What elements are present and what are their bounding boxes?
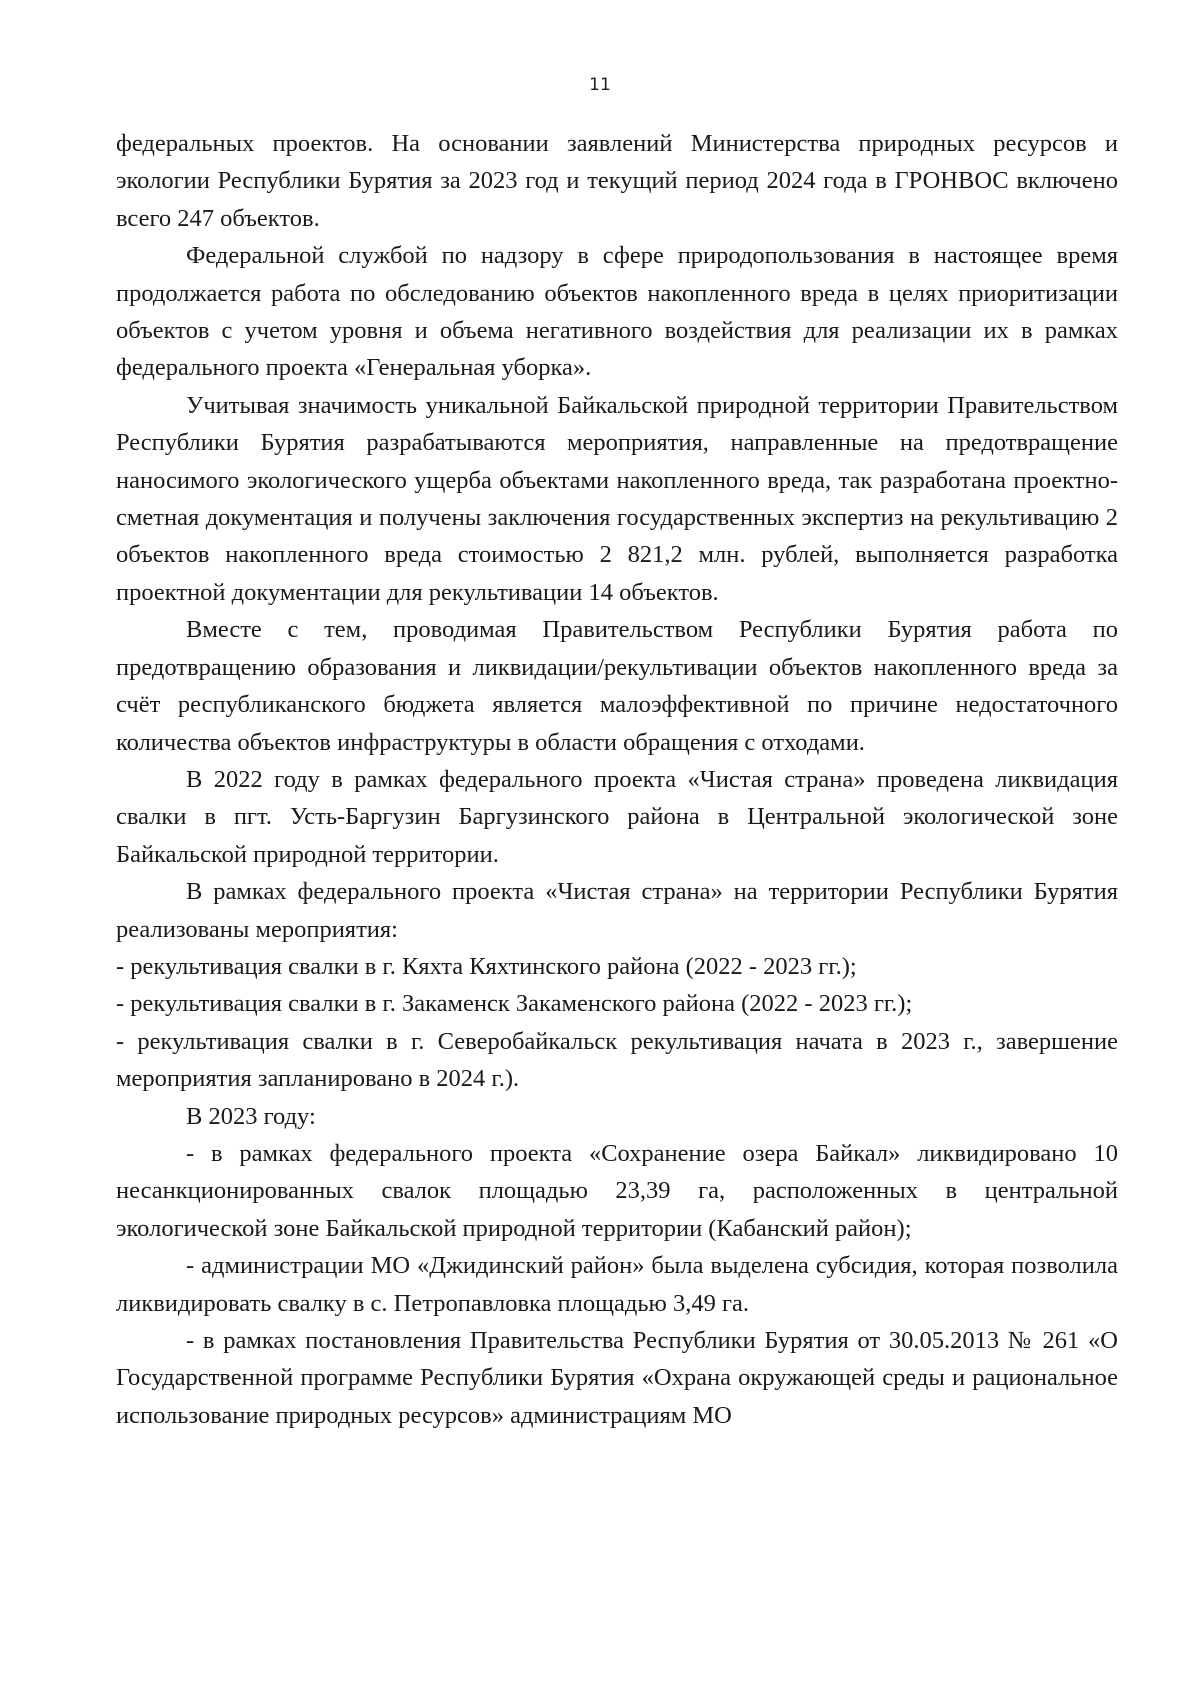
paragraph: Учитывая значимость уникальной Байкальской природной территории Правительством Республики Бурятия разрабатываются мероприятия, направленные на предотвращение наносимого экологического ущерба объектами накопленного вреда, так разработана проектно-сметная документация и получены заключения государственных экспертиз на рекультивацию 2 объектов накопленного вреда стоимостью 2 821,2 млн. рублей, выполняется разработка проектной документации для рекультивации 14 объектов. [116,391,1118,606]
paragraph: федеральных проектов. На основании заявлений Министерства природных ресурсов и экологии Республики Бурятия за 2023 год и текущий период 2024 года в ГРОНВОС включено всего 247 объектов. [116,130,1118,232]
document-body [116,125,1118,1434]
paragraph: Федеральной службой по надзору в сфере природопользования в настоящее время продолжается работа по обследованию объектов накопленного вреда в целях приоритизации объектов с учетом уровня и объема негативного воздействия для реализации их в рамках федерального проекта «Генеральная уборка». [116,242,1118,382]
paragraph: В 2022 году в рамках федерального проекта «Чистая страна» проведена ликвидация свалки в пгт. Усть-Баргузин Баргузинского района в Центральной экологической зоне Байкальской природной территории. [116,765,1118,868]
list-item: - рекультивация свалки в г. Северобайкальск рекультивация начата в 2023 г., завершение мероприятия запланировано в 2024 г.). [116,1027,1118,1093]
paragraph: Вместе с тем, проводимая Правительством Республики Бурятия работа по предотвращению образования и ликвидации/рекультивации объектов накопленного вреда за счёт республиканского бюджета является малоэффективной по причине недостаточного количества объектов инфраструктуры в области обращения с отходами. [116,616,1118,756]
page-number: 11 [589,75,611,95]
paragraph: В рамках федерального проекта «Чистая страна» на территории Республики Бурятия реализованы мероприятия: [116,878,1118,943]
list-item: - администрации МО «Джидинский район» была выделена субсидия, которая позволила ликвидировать свалку в с. Петропавловка площадью 3,49 га. [116,1252,1118,1317]
list-item: - рекультивация свалки в г. Кяхта Кяхтинского района (2022 - 2023 гг.); [116,952,857,980]
paragraph: В 2023 году: [186,1102,316,1130]
list-item: - рекультивация свалки в г. Закаменск Закаменского района (2022 - 2023 гг.); [116,990,913,1018]
list-item: - в рамках постановления Правительства Республики Бурятия от 30.05.2013 № 261 «О Государственной программе Республики Бурятия «Охрана окружающей среды и рациональное использование природных ресурсов» администрациям МО [116,1327,1118,1429]
list-item: - в рамках федерального проекта «Сохранение озера Байкал» ликвидировано 10 несанкционированных свалок площадью 23,39 га, расположенных в центральной экологической зоне Байкальской природной территории (Кабанский район); [116,1139,1118,1242]
